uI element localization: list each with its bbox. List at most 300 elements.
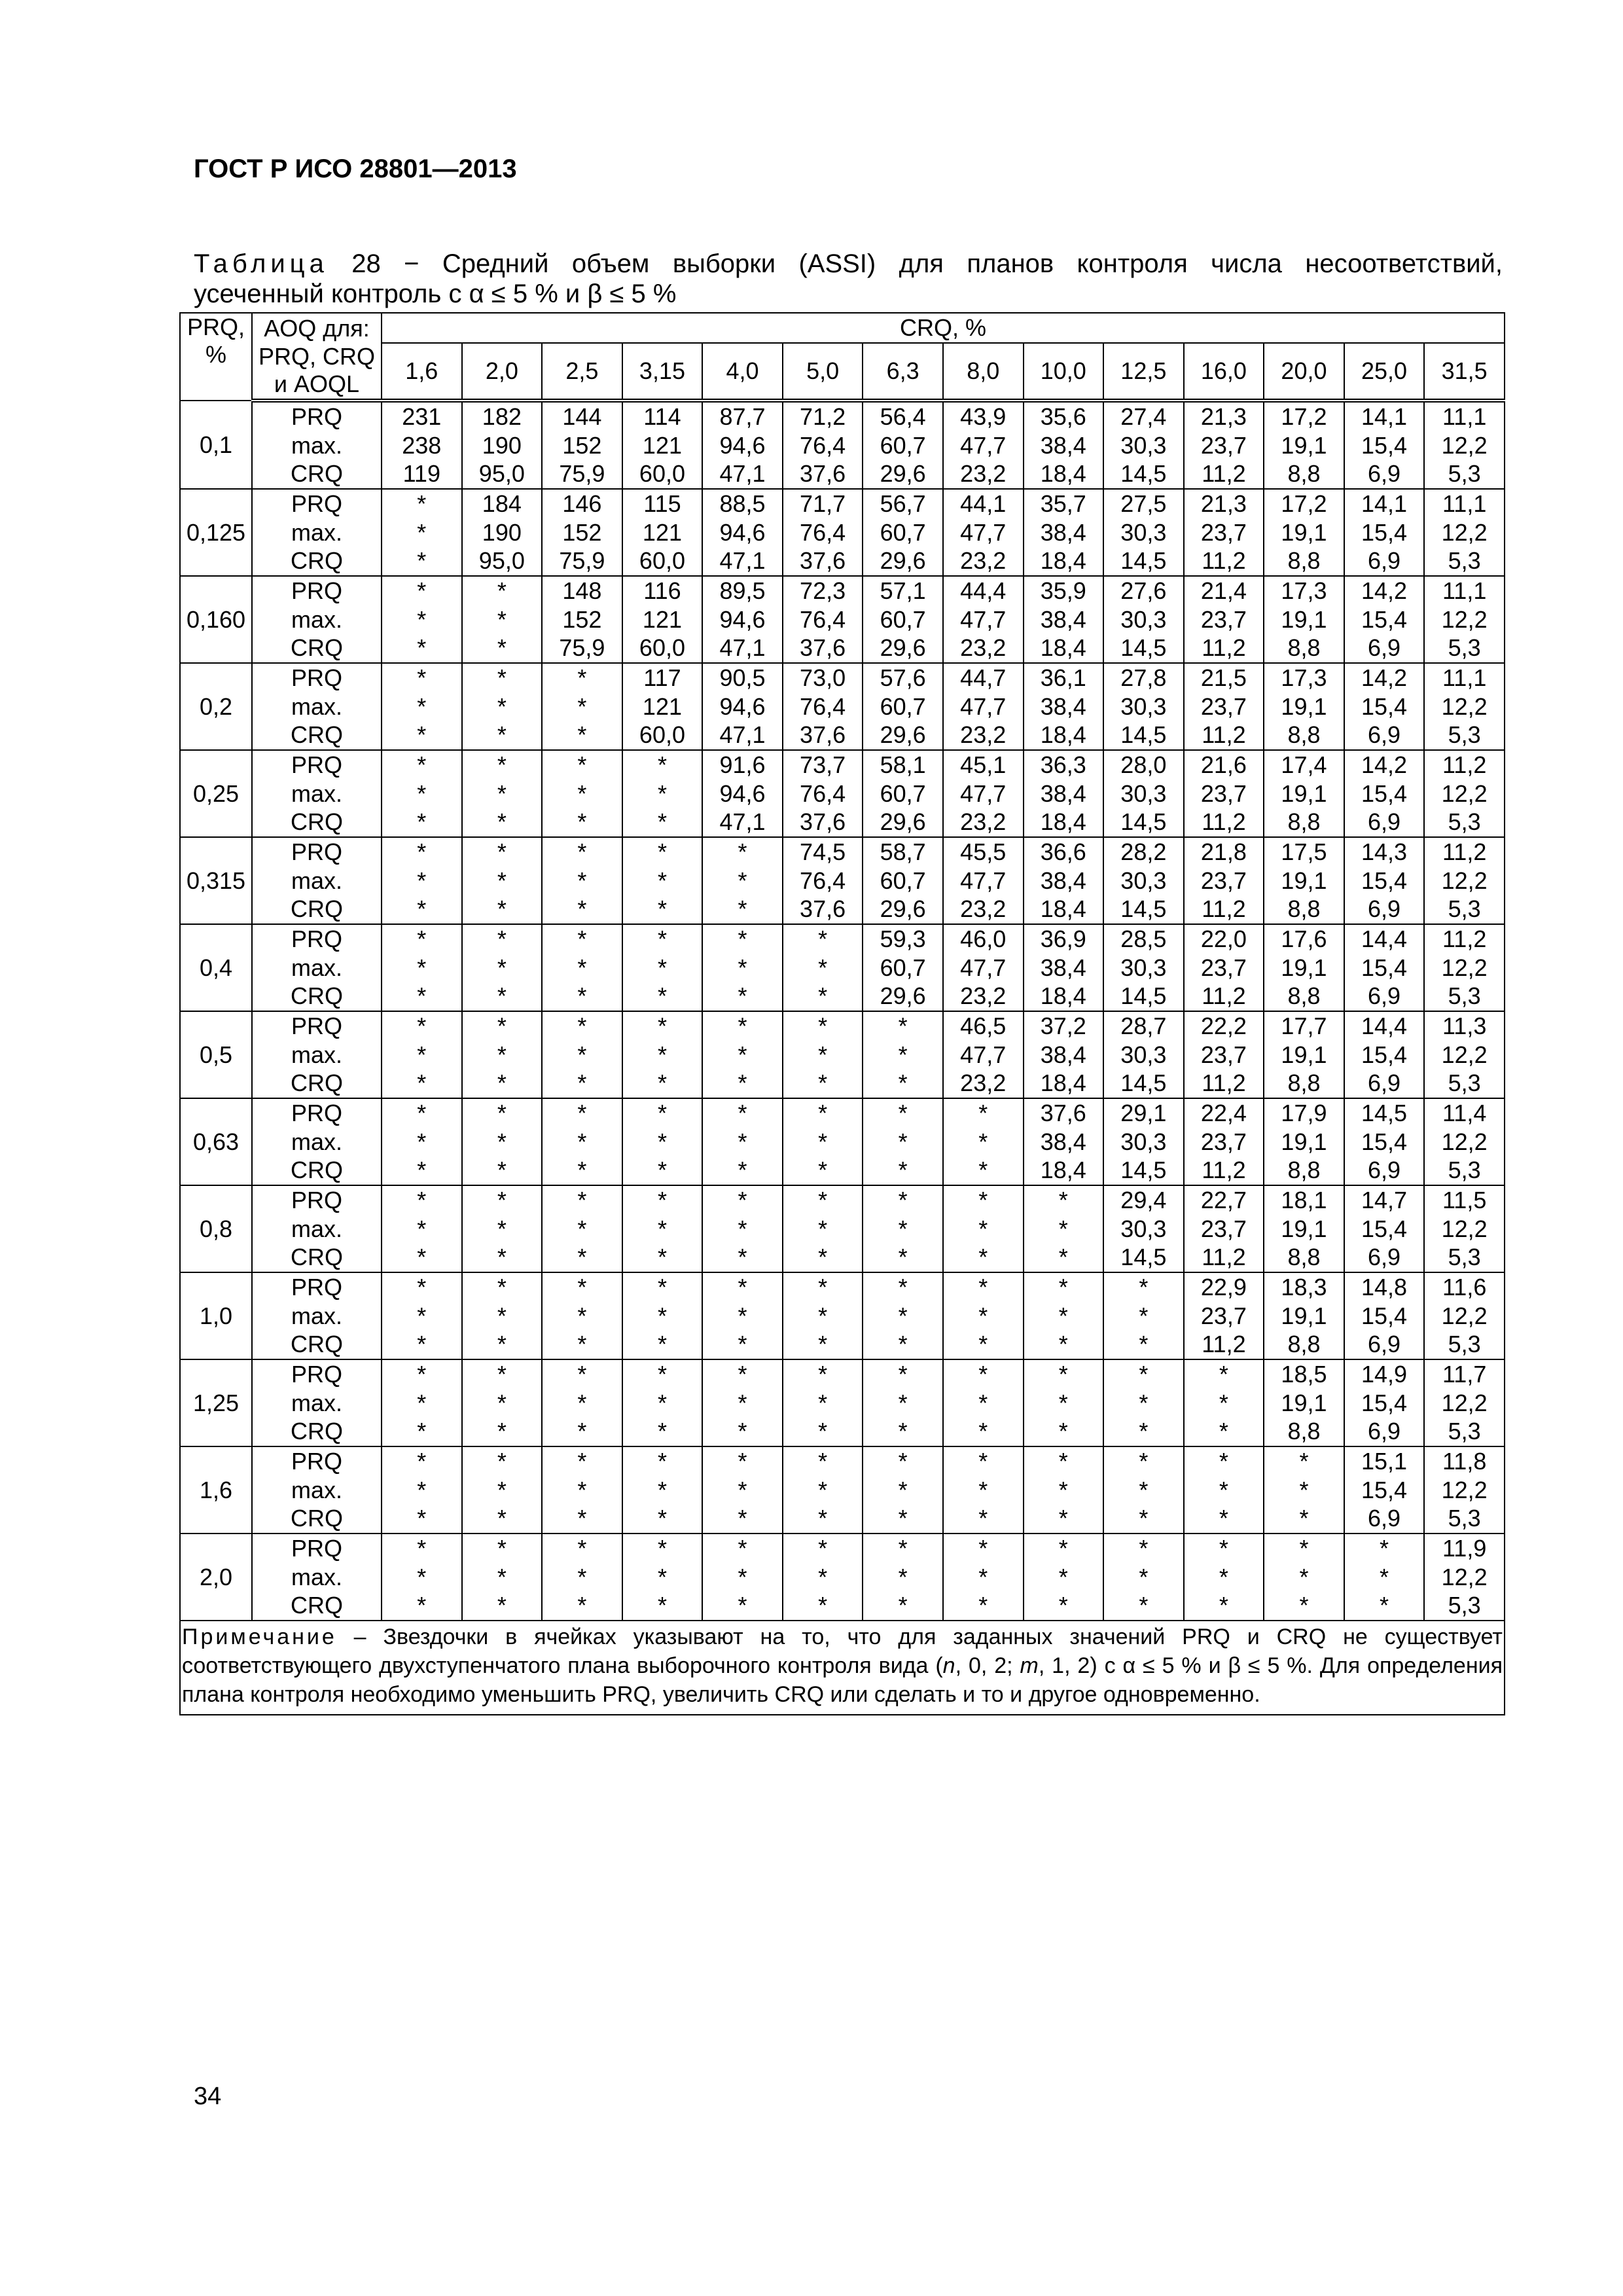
cell-value: * [1139, 1361, 1149, 1388]
value-cell [1024, 1534, 1104, 1621]
row-labels-cell [252, 663, 382, 750]
row-labels-cell [252, 1534, 382, 1621]
value-cell [1344, 1446, 1425, 1534]
value-cell [1264, 837, 1344, 924]
cell-value: * [657, 1013, 667, 1040]
value-cell [1184, 837, 1264, 924]
value-cell [622, 1272, 703, 1359]
aoq-column-header-sub: PRQ, CRQ и AOQL [252, 343, 382, 401]
cell-value: 8,8 [1287, 895, 1321, 923]
crq-group-header: CRQ, % [382, 313, 1505, 343]
cell-value: 15,4 [1361, 867, 1408, 894]
cell-value: * [497, 692, 507, 720]
cell-value: 38,4 [1040, 518, 1086, 546]
value-cell [1424, 401, 1505, 489]
value-cell [943, 1534, 1024, 1621]
value-cell [1184, 489, 1264, 576]
cell-value: 5,3 [1448, 460, 1481, 488]
cell-value: 21,3 [1200, 403, 1247, 431]
value-cell [943, 837, 1024, 924]
value-cell [1103, 401, 1184, 489]
value-cell [1344, 663, 1425, 750]
cell-value: 8,8 [1287, 721, 1321, 749]
cell-value: 94,6 [719, 518, 766, 546]
cell-value: 18,4 [1040, 1069, 1086, 1097]
cell-value: * [738, 1274, 747, 1301]
value-cell [1103, 1185, 1184, 1272]
cell-value: 11,2 [1202, 634, 1246, 662]
value-cell [1024, 1272, 1104, 1359]
crq-value-header: 16,0 [1184, 343, 1264, 401]
value-cell [702, 1098, 783, 1185]
cell-value: * [577, 1592, 587, 1619]
value-cell [943, 1098, 1024, 1185]
cell-value: 56,7 [880, 490, 926, 518]
cell-value: 21,5 [1200, 664, 1247, 692]
cell-value: * [577, 1128, 587, 1155]
cell-value: 90,5 [719, 664, 766, 692]
cell-value: 114 [643, 403, 681, 431]
cell-value: 19,1 [1281, 431, 1327, 459]
cell-value: 71,7 [800, 490, 846, 518]
cell-value: 14,9 [1361, 1361, 1408, 1388]
cell-value: * [818, 1274, 828, 1301]
cell-value: * [577, 1100, 587, 1127]
cell-value: 22,0 [1200, 925, 1247, 953]
cell-value: 8,8 [1287, 1157, 1321, 1184]
crq-value-header: 8,0 [943, 343, 1024, 401]
cell-value: 37,6 [800, 634, 846, 662]
cell-value: * [1058, 1563, 1068, 1590]
cell-value: 30,3 [1120, 518, 1167, 546]
cell-value: 30,3 [1120, 780, 1167, 807]
cell-value: * [738, 895, 747, 923]
value-cell [382, 1534, 462, 1621]
cell-value: * [657, 1389, 667, 1416]
value-cell [622, 1011, 703, 1098]
cell-value: * [978, 1215, 988, 1242]
value-cell [1264, 1534, 1344, 1621]
crq-value-header: 2,0 [462, 343, 543, 401]
cell-value: 22,2 [1200, 1013, 1247, 1040]
cell-value: 30,3 [1120, 1041, 1167, 1068]
value-cell [1344, 924, 1425, 1011]
cell-value: 23,2 [960, 1069, 1007, 1097]
cell-value: * [818, 982, 828, 1010]
cell-value: * [1058, 1215, 1068, 1242]
cell-value: 60,0 [639, 721, 685, 749]
cell-value: * [1058, 1331, 1068, 1358]
cell-value: * [898, 1535, 908, 1562]
cell-value: 14,5 [1120, 1157, 1167, 1184]
cell-value: * [417, 838, 427, 866]
value-cell [1264, 1272, 1344, 1359]
cell-value: 21,4 [1200, 577, 1247, 605]
cell-value: 152 [562, 518, 602, 546]
cell-value: 29,6 [880, 808, 926, 836]
value-cell [702, 1185, 783, 1272]
cell-value: 23,2 [960, 982, 1007, 1010]
value-cell [1264, 1098, 1344, 1185]
value-cell [622, 837, 703, 924]
assi-table [179, 312, 1505, 1715]
cell-value: 47,1 [719, 547, 766, 575]
cell-value: * [497, 867, 507, 894]
cell-value: 35,7 [1040, 490, 1086, 518]
value-cell [1103, 1446, 1184, 1534]
cell-value: 14,4 [1361, 1013, 1408, 1040]
value-cell [863, 1098, 943, 1185]
table-row [180, 663, 1505, 750]
cell-value: 35,6 [1040, 403, 1086, 431]
cell-value: 47,7 [960, 867, 1007, 894]
cell-value: 12,2 [1441, 1041, 1488, 1068]
cell-value: * [738, 1361, 747, 1388]
cell-value: * [898, 1157, 908, 1184]
value-cell [1184, 1011, 1264, 1098]
value-cell [622, 1185, 703, 1272]
cell-value: * [818, 1563, 828, 1590]
row-label: max. [291, 431, 342, 459]
value-cell [702, 1446, 783, 1534]
cell-value: * [738, 1244, 747, 1271]
cell-value: * [417, 1274, 427, 1301]
row-label: max. [291, 780, 342, 807]
cell-value: * [577, 692, 587, 720]
cell-value: 19,1 [1281, 1389, 1327, 1416]
prq-value: 0,5 [180, 1011, 252, 1098]
cell-value: * [738, 1041, 747, 1068]
cell-value: * [978, 1100, 988, 1127]
cell-value: * [1219, 1418, 1228, 1445]
cell-value: * [978, 1274, 988, 1301]
cell-value: * [417, 1302, 427, 1329]
cell-value: * [898, 1215, 908, 1242]
cell-value: * [898, 1331, 908, 1358]
cell-value: 14,5 [1120, 634, 1167, 662]
cell-value: * [738, 1069, 747, 1097]
cell-value: * [978, 1187, 988, 1214]
cell-value: * [1299, 1535, 1309, 1562]
cell-value: 8,8 [1287, 634, 1321, 662]
value-cell [863, 1446, 943, 1534]
cell-value: 6,9 [1368, 634, 1401, 662]
cell-value: * [417, 780, 427, 807]
cell-value: 94,6 [719, 780, 766, 807]
caption-number: 28 [351, 249, 381, 278]
cell-value: * [1219, 1535, 1228, 1562]
value-cell [462, 1272, 543, 1359]
cell-value: * [1058, 1244, 1068, 1271]
value-cell [622, 663, 703, 750]
value-cell [462, 750, 543, 837]
value-cell [1344, 1272, 1425, 1359]
cell-value: 23,7 [1200, 1128, 1247, 1155]
value-cell [783, 750, 863, 837]
value-cell [462, 924, 543, 1011]
cell-value: 5,3 [1448, 1069, 1481, 1097]
cell-value: * [417, 692, 427, 720]
cell-value: 23,2 [960, 721, 1007, 749]
prq-value: 0,2 [180, 663, 252, 750]
row-label: CRQ [291, 1592, 343, 1619]
cell-value: * [657, 1505, 667, 1532]
value-cell [382, 1011, 462, 1098]
value-cell [863, 1185, 943, 1272]
cell-value: * [577, 1448, 587, 1475]
value-cell [382, 1272, 462, 1359]
cell-value: * [1299, 1592, 1309, 1619]
cell-value: 47,7 [960, 1041, 1007, 1068]
table-row [180, 837, 1505, 924]
cell-value: 12,2 [1441, 605, 1488, 633]
value-cell [462, 663, 543, 750]
cell-value: 12,2 [1441, 1476, 1488, 1503]
cell-value: 44,4 [960, 577, 1007, 605]
cell-value: * [738, 1389, 747, 1416]
value-cell [783, 1359, 863, 1446]
cell-value: * [417, 954, 427, 981]
cell-value: 89,5 [719, 577, 766, 605]
cell-value: * [497, 954, 507, 981]
cell-value: * [978, 1592, 988, 1619]
cell-value: * [497, 634, 507, 662]
cell-value: 75,9 [559, 634, 605, 662]
cell-value: 14,5 [1361, 1100, 1408, 1127]
cell-value: 121 [642, 692, 682, 720]
cell-value: 12,2 [1441, 1128, 1488, 1155]
value-cell [1024, 837, 1104, 924]
cell-value: * [1219, 1389, 1228, 1416]
cell-value: * [1139, 1476, 1149, 1503]
row-label: CRQ [291, 634, 343, 662]
cell-value: 184 [482, 490, 522, 518]
cell-value: 18,3 [1281, 1274, 1327, 1301]
cell-value: 75,9 [559, 547, 605, 575]
cell-value: 38,4 [1040, 692, 1086, 720]
prq-value: 1,25 [180, 1359, 252, 1446]
row-label: CRQ [291, 547, 343, 575]
cell-value: 29,6 [880, 634, 926, 662]
cell-value: 19,1 [1281, 518, 1327, 546]
cell-value: * [978, 1389, 988, 1416]
cell-value: * [657, 867, 667, 894]
cell-value: 38,4 [1040, 1041, 1086, 1068]
cell-value: 18,1 [1281, 1187, 1327, 1214]
cell-value: * [818, 1100, 828, 1127]
cell-value: 8,8 [1287, 1331, 1321, 1358]
value-cell [1424, 1359, 1505, 1446]
cell-value: 76,4 [800, 867, 846, 894]
cell-value: 72,3 [800, 577, 846, 605]
cell-value: * [898, 1069, 908, 1097]
cell-value: 60,7 [880, 692, 926, 720]
cell-value: * [497, 751, 507, 779]
cell-value: 5,3 [1448, 895, 1481, 923]
cell-value: * [417, 1448, 427, 1475]
table-row [180, 401, 1505, 489]
cell-value: 46,5 [960, 1013, 1007, 1040]
cell-value: * [898, 1389, 908, 1416]
value-cell [462, 1446, 543, 1534]
cell-value: 37,6 [800, 895, 846, 923]
cell-value: 30,3 [1120, 954, 1167, 981]
cell-value: * [657, 1244, 667, 1271]
value-cell [462, 1185, 543, 1272]
cell-value: 37,6 [800, 808, 846, 836]
cell-value: * [417, 721, 427, 749]
value-cell [1344, 750, 1425, 837]
cell-value: * [1139, 1592, 1149, 1619]
cell-value: * [497, 721, 507, 749]
cell-value: * [978, 1476, 988, 1503]
value-cell [542, 401, 622, 489]
cell-value: 14,4 [1361, 925, 1408, 953]
cell-value: * [1058, 1389, 1068, 1416]
value-cell [622, 1534, 703, 1621]
cell-value: 30,3 [1120, 692, 1167, 720]
cell-value: * [497, 1215, 507, 1242]
value-cell [382, 1446, 462, 1534]
cell-value: 94,6 [719, 431, 766, 459]
prq-value: 1,0 [180, 1272, 252, 1359]
cell-value: 148 [562, 577, 602, 605]
value-cell [1024, 489, 1104, 576]
prq-column-header: PRQ, % [180, 313, 252, 401]
cell-value: 14,5 [1120, 460, 1167, 488]
cell-value: * [978, 1505, 988, 1532]
value-cell [382, 750, 462, 837]
cell-value: * [497, 1418, 507, 1445]
row-label: max. [291, 1563, 342, 1590]
cell-value: * [577, 1389, 587, 1416]
value-cell [783, 1446, 863, 1534]
cell-value: 14,5 [1120, 895, 1167, 923]
cell-value: * [1058, 1476, 1068, 1503]
value-cell [783, 1534, 863, 1621]
table-row [180, 489, 1505, 576]
cell-value: * [657, 1592, 667, 1619]
cell-value: * [1058, 1418, 1068, 1445]
cell-value: * [818, 1448, 828, 1475]
cell-value: * [657, 1274, 667, 1301]
cell-value: 36,9 [1040, 925, 1086, 953]
cell-value: * [818, 1505, 828, 1532]
cell-value: * [898, 1302, 908, 1329]
cell-value: 29,1 [1120, 1100, 1167, 1127]
prq-value: 0,160 [180, 576, 252, 663]
cell-value: 60,7 [880, 431, 926, 459]
value-cell [702, 750, 783, 837]
cell-value: 76,4 [800, 518, 846, 546]
cell-value: 121 [642, 431, 682, 459]
cell-value: 23,7 [1200, 1215, 1247, 1242]
value-cell [1264, 401, 1344, 489]
cell-value: 12,2 [1441, 954, 1488, 981]
cell-value: * [818, 1418, 828, 1445]
cell-value: 11,2 [1202, 1331, 1246, 1358]
value-cell [1184, 924, 1264, 1011]
cell-value: * [417, 982, 427, 1010]
value-cell [1024, 663, 1104, 750]
cell-value: * [577, 1215, 587, 1242]
cell-value: * [497, 605, 507, 633]
cell-value: * [417, 867, 427, 894]
cell-value: 14,5 [1120, 982, 1167, 1010]
row-labels-cell [252, 924, 382, 1011]
cell-value: 23,7 [1200, 692, 1247, 720]
value-cell [1424, 1446, 1505, 1534]
value-cell [783, 1272, 863, 1359]
cell-value: * [1299, 1476, 1309, 1503]
cell-value: * [898, 1448, 908, 1475]
value-cell [1103, 576, 1184, 663]
cell-value: 60,7 [880, 780, 926, 807]
value-cell [1344, 1359, 1425, 1446]
value-cell [1424, 1011, 1505, 1098]
cell-value: * [497, 1041, 507, 1068]
cell-value: 5,3 [1448, 547, 1481, 575]
value-cell [1264, 1359, 1344, 1446]
cell-value: * [1139, 1505, 1149, 1532]
cell-value: * [657, 808, 667, 836]
value-cell [462, 576, 543, 663]
cell-value: 47,1 [719, 634, 766, 662]
cell-value: 28,0 [1120, 751, 1167, 779]
row-label: PRQ [291, 1187, 342, 1214]
cell-value: 38,4 [1040, 1128, 1086, 1155]
cell-value: * [417, 1215, 427, 1242]
table-note [180, 1621, 1505, 1715]
value-cell [943, 1011, 1024, 1098]
cell-value: * [417, 1187, 427, 1214]
cell-value: 238 [402, 431, 442, 459]
prq-value: 2,0 [180, 1534, 252, 1621]
cell-value: 17,2 [1281, 403, 1327, 431]
cell-value: 28,2 [1120, 838, 1167, 866]
cell-value: 47,7 [960, 692, 1007, 720]
cell-value: * [417, 1244, 427, 1271]
value-cell [1184, 750, 1264, 837]
cell-value: 5,3 [1448, 1592, 1481, 1619]
cell-value: 35,9 [1040, 577, 1086, 605]
cell-value: * [577, 1476, 587, 1503]
cell-value: * [417, 925, 427, 953]
cell-value: 11,1 [1442, 403, 1487, 431]
cell-value: 76,4 [800, 692, 846, 720]
cell-value: 6,9 [1368, 1505, 1401, 1532]
value-cell [863, 489, 943, 576]
note-text-3: , 1, 2) с α ≤ 5 % и β ≤ 5 %. Для определения плана контроля необходимо уменьшить PRQ, увеличить CRQ или сделать и то и другое одновременно. [182, 1653, 1503, 1707]
row-labels-cell [252, 1098, 382, 1185]
cell-value: 29,6 [880, 895, 926, 923]
row-label: PRQ [291, 1274, 342, 1301]
row-label: max. [291, 518, 342, 546]
cell-value: * [738, 1418, 747, 1445]
cell-value: 58,7 [880, 838, 926, 866]
value-cell [943, 576, 1024, 663]
value-cell [1184, 1185, 1264, 1272]
cell-value: * [657, 1187, 667, 1214]
cell-value: * [978, 1244, 988, 1271]
cell-value: 19,1 [1281, 1215, 1327, 1242]
value-cell [462, 837, 543, 924]
cell-value: 11,2 [1202, 721, 1246, 749]
cell-value: * [738, 982, 747, 1010]
cell-value: * [497, 1563, 507, 1590]
cell-value: 144 [562, 403, 602, 431]
cell-value: * [818, 1592, 828, 1619]
